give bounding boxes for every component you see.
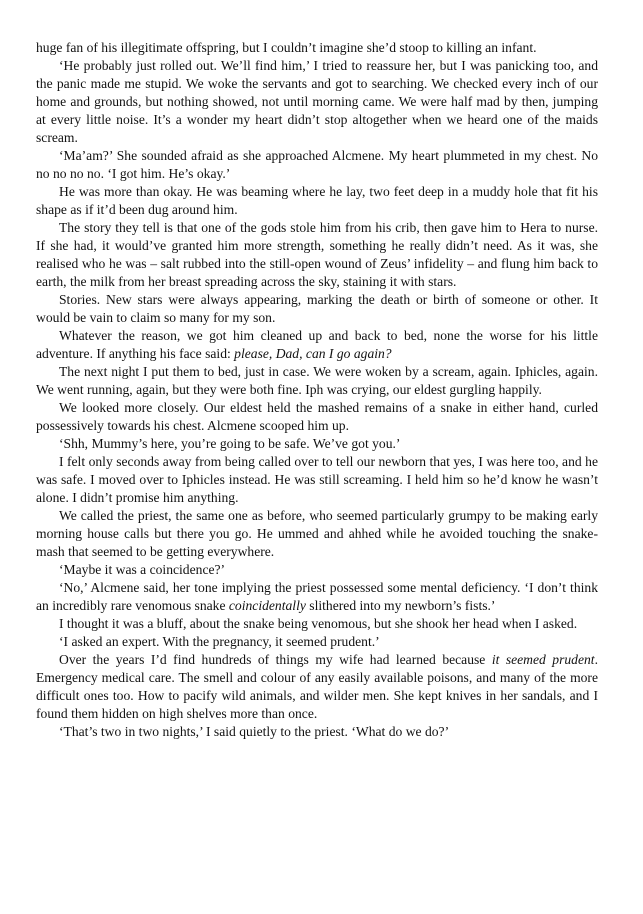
paragraph xyxy=(36,291,598,327)
text-run: ‘He probably just rolled out. We’ll find him,’ I tried to reassure her, but I was panicking too, and the panic made me stupid. We woke the servants and got to searching. We checked every inch of our home and grounds, but nothing showed, not until morning came. We were half mad by then, jumping at every little noise. It’s a wonder my heart didn’t stop altogether when we heard one of the maids scream. xyxy=(36,58,598,145)
paragraph xyxy=(36,561,598,579)
text-run: ‘Ma’am?’ She sounded afraid as she approached Alcmene. My heart plummeted in my chest. No no no no no. ‘I got him. He’s okay.’ xyxy=(36,148,598,181)
document-page xyxy=(36,39,598,741)
paragraph xyxy=(36,219,598,291)
paragraph xyxy=(36,651,598,723)
text-run: slithered into my newborn’s fists.’ xyxy=(305,598,496,613)
paragraph xyxy=(36,615,598,633)
text-run: Stories. New stars were always appearing, marking the death or birth of someone or other. It would be vain to claim so many for my son. xyxy=(36,292,598,325)
paragraph xyxy=(36,507,598,561)
text-run: We looked more closely. Our eldest held the mashed remains of a snake in either hand, curled possessively towards his chest. Alcmene scooped him up. xyxy=(36,400,598,433)
text-run: huge fan of his illegitimate offspring, but I couldn’t imagine she’d stoop to killing an infant. xyxy=(36,40,537,55)
italic-text-run: please, Dad, can I go again? xyxy=(234,346,392,361)
italic-text-run: it seemed prudent xyxy=(491,652,595,667)
paragraph xyxy=(36,363,598,399)
text-run: ‘That’s two in two nights,’ I said quietly to the priest. ‘What do we do?’ xyxy=(59,724,450,739)
paragraph xyxy=(36,39,598,57)
paragraph xyxy=(36,453,598,507)
paragraph xyxy=(36,579,598,615)
text-run: ‘I asked an expert. With the pregnancy, it seemed prudent.’ xyxy=(59,634,380,649)
text-run: I felt only seconds away from being called over to tell our newborn that yes, I was here too, and he was safe. I moved over to Iphicles instead. He was still screaming. I held him so he’d know he wasn’t alone. I didn’t promise him anything. xyxy=(36,454,598,505)
text-run: I thought it was a bluff, about the snake being venomous, but she shook her head when I asked. xyxy=(59,616,578,631)
paragraph xyxy=(36,327,598,363)
text-run: Whatever the reason, we got him cleaned up and back to bed, none the worse for his little adventure. If anything his face said: xyxy=(36,328,598,361)
italic-text-run: coincidentally xyxy=(228,598,306,613)
paragraph xyxy=(36,183,598,219)
text-run: Over the years I’d find hundreds of things my wife had learned because xyxy=(59,652,492,667)
paragraph xyxy=(36,399,598,435)
text-run: The next night I put them to bed, just in case. We were woken by a scream, again. Iphicles, again. We went running, again, but they were both fine. Iph was crying, our eldest gurgling happily. xyxy=(36,364,598,397)
text-run: ‘Shh, Mummy’s here, you’re going to be safe. We’ve got you.’ xyxy=(59,436,401,451)
paragraph xyxy=(36,723,598,741)
text-run: We called the priest, the same one as before, who seemed particularly grumpy to be making early morning house calls but there you go. He ummed and ahhed while he avoided touching the snake-mash that seemed to be getting everywhere. xyxy=(36,508,598,559)
paragraph xyxy=(36,57,598,147)
text-run: He was more than okay. He was beaming where he lay, two feet deep in a muddy hole that fit his shape as if it’d been dug around him. xyxy=(36,184,598,217)
text-run: . Emergency medical care. The smell and colour of any easily available poisons, and many of the more difficult ones too. How to pacify wild animals, and wilder men. She kept knives in her sandals, and I found them hidden on high shelves more than once. xyxy=(36,652,598,721)
paragraph xyxy=(36,435,598,453)
text-run: ‘No,’ Alcmene said, her tone implying the priest possessed some mental deficiency. ‘I don’t think an incredibly rare venomous snake xyxy=(36,580,598,613)
text-run: ‘Maybe it was a coincidence?’ xyxy=(59,562,226,577)
text-run: The story they tell is that one of the gods stole him from his crib, then gave him to Hera to nurse. If she had, it would’ve granted him more strength, something he really didn’t need. As it was, she realised who he was – salt rubbed into the still-open wound of Zeus’ infidelity – and flung him back to earth, the milk from her breast spreading across the sky, staining it with stars. xyxy=(36,220,598,289)
paragraph xyxy=(36,633,598,651)
paragraph xyxy=(36,147,598,183)
